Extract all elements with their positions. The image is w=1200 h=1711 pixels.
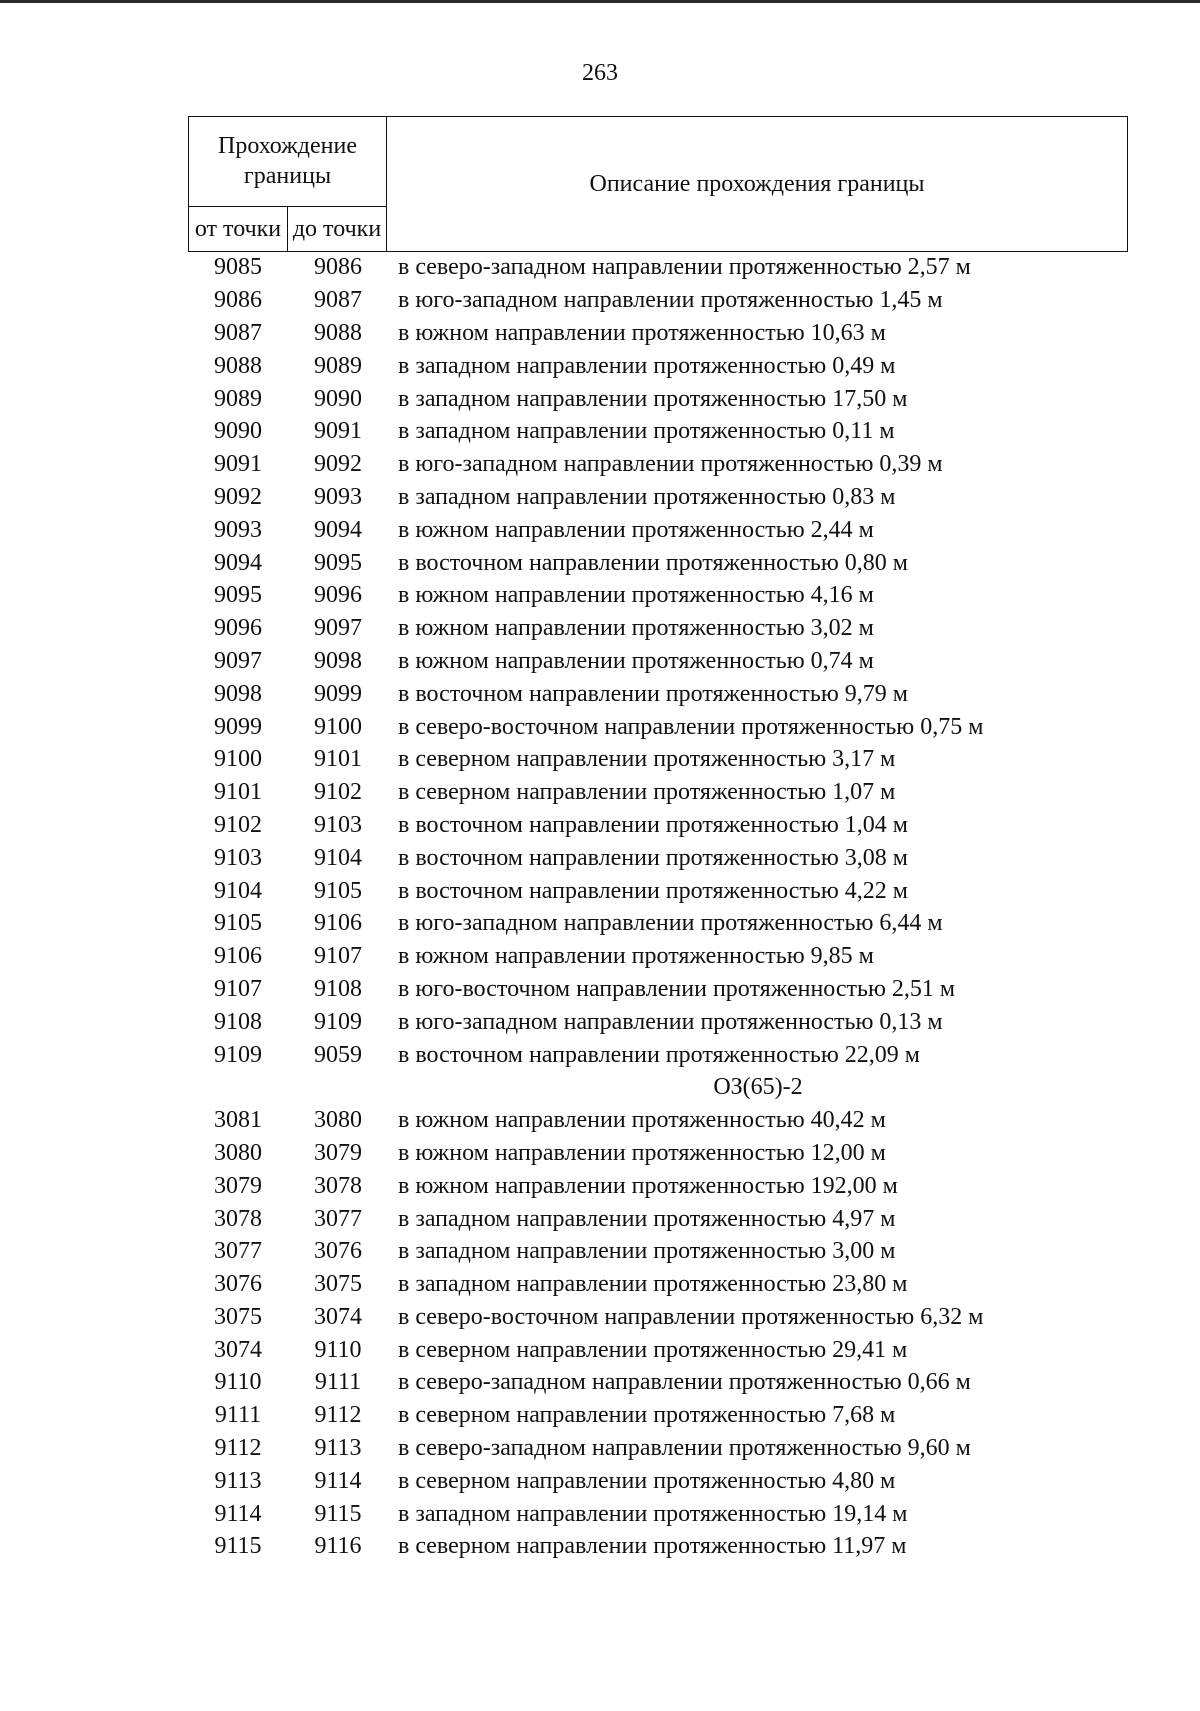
page-number: 263 bbox=[582, 60, 618, 86]
from-point-cell: 9091 bbox=[214, 451, 262, 478]
to-point-cell: 9097 bbox=[314, 615, 362, 642]
from-point-cell: 9087 bbox=[214, 319, 262, 346]
to-point-cell: 9088 bbox=[314, 319, 362, 346]
from-point-cell: 9092 bbox=[214, 483, 262, 510]
to-point-cell: 9109 bbox=[314, 1008, 362, 1035]
table-row bbox=[188, 940, 1128, 973]
from-point-cell: 3075 bbox=[214, 1303, 262, 1330]
description-cell: в южном направлении протяженностью 2,44 м bbox=[398, 516, 874, 543]
to-point-cell: 9113 bbox=[314, 1435, 362, 1462]
table-row bbox=[188, 284, 1128, 317]
description-cell: в южном направлении протяженностью 192,00 м bbox=[398, 1172, 898, 1199]
table-row bbox=[188, 841, 1128, 874]
to-point-cell: 9092 bbox=[314, 451, 362, 478]
table-row bbox=[188, 1137, 1128, 1170]
table-row bbox=[188, 1333, 1128, 1366]
table-row bbox=[188, 973, 1128, 1006]
from-point-cell: 9115 bbox=[214, 1533, 262, 1560]
table-row bbox=[188, 317, 1128, 350]
description-cell: в северном направлении протяженностью 7,68 м bbox=[398, 1402, 896, 1429]
table-row bbox=[188, 1301, 1128, 1334]
description-cell: в западном направлении протяженностью 19,14 м bbox=[398, 1500, 908, 1527]
from-point-cell: 9093 bbox=[214, 516, 262, 543]
header-boundary-passage: Прохождение границы bbox=[189, 117, 387, 207]
from-point-cell: 9110 bbox=[214, 1369, 262, 1396]
description-cell: в юго-западном направлении протяженностью 0,39 м bbox=[398, 451, 943, 478]
to-point-cell: 3074 bbox=[314, 1303, 362, 1330]
table-row bbox=[188, 448, 1128, 481]
description-cell: в северном направлении протяженностью 29,41 м bbox=[398, 1336, 908, 1363]
to-point-cell: 9090 bbox=[314, 385, 362, 412]
table-row bbox=[188, 1005, 1128, 1038]
description-cell: в восточном направлении протяженностью 9,79 м bbox=[398, 680, 908, 707]
to-point-cell: 9115 bbox=[314, 1500, 362, 1527]
to-point-cell: 9099 bbox=[314, 680, 362, 707]
table-row bbox=[188, 809, 1128, 842]
table-row bbox=[188, 1366, 1128, 1399]
from-point-cell: 3079 bbox=[214, 1172, 262, 1199]
from-point-cell: 9103 bbox=[214, 844, 262, 871]
table-row bbox=[188, 513, 1128, 546]
from-point-cell: 9111 bbox=[214, 1402, 262, 1429]
to-point-cell: 9105 bbox=[314, 877, 362, 904]
table-row bbox=[188, 776, 1128, 809]
to-point-cell: 9086 bbox=[314, 254, 362, 281]
description-cell: в южном направлении протяженностью 12,00 м bbox=[398, 1139, 886, 1166]
to-point-cell: 9101 bbox=[314, 746, 362, 773]
to-point-cell: 9116 bbox=[314, 1533, 362, 1560]
header-description: Описание прохождения границы bbox=[387, 117, 1128, 252]
table-row bbox=[188, 546, 1128, 579]
description-cell: в северо-восточном направлении протяженностью 0,75 м bbox=[398, 713, 984, 740]
from-point-cell: 3081 bbox=[214, 1107, 262, 1134]
to-point-cell: 9106 bbox=[314, 910, 362, 937]
from-point-cell: 3080 bbox=[214, 1139, 262, 1166]
table-row bbox=[188, 907, 1128, 940]
to-point-cell: 3076 bbox=[314, 1238, 362, 1265]
to-point-cell: 9091 bbox=[314, 418, 362, 445]
table-row bbox=[188, 1464, 1128, 1497]
from-point-cell: 9090 bbox=[214, 418, 262, 445]
description-cell: в западном направлении протяженностью 0,11 м bbox=[398, 418, 895, 445]
description-cell: в восточном направлении протяженностью 0,80 м bbox=[398, 549, 908, 576]
table-row bbox=[188, 645, 1128, 678]
from-point-cell: 9108 bbox=[214, 1008, 262, 1035]
from-point-cell: 9109 bbox=[214, 1041, 262, 1068]
table-header bbox=[188, 116, 1128, 252]
table-row bbox=[188, 710, 1128, 743]
description-cell: в западном направлении протяженностью 17,50 м bbox=[398, 385, 908, 412]
table-row bbox=[188, 1530, 1128, 1563]
description-cell: в северо-западном направлении протяженностью 9,60 м bbox=[398, 1435, 971, 1462]
from-point-cell: 9085 bbox=[214, 254, 262, 281]
from-point-cell: 9094 bbox=[214, 549, 262, 576]
description-cell: в восточном направлении протяженностью 22,09 м bbox=[398, 1041, 920, 1068]
to-point-cell: 3075 bbox=[314, 1271, 362, 1298]
to-point-cell: 9095 bbox=[314, 549, 362, 576]
to-point-cell: 9110 bbox=[314, 1336, 362, 1363]
from-point-cell: 9106 bbox=[214, 943, 262, 970]
to-point-cell: 9102 bbox=[314, 779, 362, 806]
description-cell: в южном направлении протяженностью 9,85 м bbox=[398, 943, 874, 970]
description-cell: в восточном направлении протяженностью 1,04 м bbox=[398, 811, 908, 838]
description-cell: в южном направлении протяженностью 4,16 м bbox=[398, 582, 874, 609]
from-point-cell: 3077 bbox=[214, 1238, 262, 1265]
to-point-cell: 9096 bbox=[314, 582, 362, 609]
from-point-cell: 9113 bbox=[214, 1467, 262, 1494]
table-row bbox=[188, 1038, 1128, 1071]
to-point-cell: 3080 bbox=[314, 1107, 362, 1134]
to-point-cell: 9104 bbox=[314, 844, 362, 871]
description-cell: в северном направлении протяженностью 3,17 м bbox=[398, 746, 896, 773]
description-cell: в северо-западном направлении протяженностью 0,66 м bbox=[398, 1369, 971, 1396]
table-row bbox=[188, 874, 1128, 907]
description-cell: в юго-западном направлении протяженностью 0,13 м bbox=[398, 1008, 943, 1035]
table-row bbox=[188, 743, 1128, 776]
table-row bbox=[188, 612, 1128, 645]
to-point-cell: 9114 bbox=[314, 1467, 362, 1494]
description-cell: в западном направлении протяженностью 0,83 м bbox=[398, 483, 896, 510]
from-point-cell: 9102 bbox=[214, 811, 262, 838]
description-cell: в северном направлении протяженностью 4,80 м bbox=[398, 1467, 896, 1494]
from-point-cell: 3078 bbox=[214, 1205, 262, 1232]
section-row bbox=[188, 1071, 1128, 1104]
from-point-cell: 3074 bbox=[214, 1336, 262, 1363]
description-cell: в юго-западном направлении протяженностью 6,44 м bbox=[398, 910, 943, 937]
from-point-cell: 9096 bbox=[214, 615, 262, 642]
to-point-cell: 3077 bbox=[314, 1205, 362, 1232]
description-cell: в северо-восточном направлении протяженностью 6,32 м bbox=[398, 1303, 984, 1330]
section-title: ОЗ(65)-2 bbox=[713, 1074, 803, 1101]
table-row bbox=[188, 677, 1128, 710]
to-point-cell: 9098 bbox=[314, 647, 362, 674]
description-cell: в западном направлении протяженностью 4,97 м bbox=[398, 1205, 896, 1232]
from-point-cell: 9101 bbox=[214, 779, 262, 806]
from-point-cell: 9107 bbox=[214, 975, 262, 1002]
to-point-cell: 9100 bbox=[314, 713, 362, 740]
to-point-cell: 9111 bbox=[314, 1369, 362, 1396]
from-point-cell: 9104 bbox=[214, 877, 262, 904]
table-body bbox=[188, 251, 1128, 1563]
to-point-cell: 9089 bbox=[314, 352, 362, 379]
description-cell: в юго-восточном направлении протяженностью 2,51 м bbox=[398, 975, 956, 1002]
from-point-cell: 9097 bbox=[214, 647, 262, 674]
table-row bbox=[188, 1497, 1128, 1530]
description-cell: в южном направлении протяженностью 10,63 м bbox=[398, 319, 886, 346]
to-point-cell: 3079 bbox=[314, 1139, 362, 1166]
to-point-cell: 9112 bbox=[314, 1402, 362, 1429]
table-row bbox=[188, 1432, 1128, 1465]
description-cell: в южном направлении протяженностью 0,74 м bbox=[398, 647, 874, 674]
from-point-cell: 9088 bbox=[214, 352, 262, 379]
description-cell: в восточном направлении протяженностью 4,22 м bbox=[398, 877, 908, 904]
table-row bbox=[188, 1104, 1128, 1137]
to-point-cell: 9059 bbox=[314, 1041, 362, 1068]
description-cell: в южном направлении протяженностью 3,02 м bbox=[398, 615, 874, 642]
to-point-cell: 9087 bbox=[314, 287, 362, 314]
from-point-cell: 9099 bbox=[214, 713, 262, 740]
header-from-point: от точки bbox=[189, 206, 288, 252]
table-row bbox=[188, 415, 1128, 448]
description-cell: в северо-западном направлении протяженностью 2,57 м bbox=[398, 254, 971, 281]
description-cell: в западном направлении протяженностью 0,49 м bbox=[398, 352, 896, 379]
from-point-cell: 9089 bbox=[214, 385, 262, 412]
table-row bbox=[188, 1235, 1128, 1268]
to-point-cell: 9093 bbox=[314, 483, 362, 510]
to-point-cell: 9103 bbox=[314, 811, 362, 838]
to-point-cell: 3078 bbox=[314, 1172, 362, 1199]
to-point-cell: 9107 bbox=[314, 943, 362, 970]
table-row bbox=[188, 251, 1128, 284]
table-row bbox=[188, 1169, 1128, 1202]
description-cell: в северном направлении протяженностью 11,97 м bbox=[398, 1533, 907, 1560]
page-top-edge bbox=[0, 0, 1200, 3]
table-row bbox=[188, 1268, 1128, 1301]
from-point-cell: 9105 bbox=[214, 910, 262, 937]
table-row bbox=[188, 349, 1128, 382]
from-point-cell: 9095 bbox=[214, 582, 262, 609]
header-to-point: до точки bbox=[288, 206, 387, 252]
from-point-cell: 3076 bbox=[214, 1271, 262, 1298]
from-point-cell: 9112 bbox=[214, 1435, 262, 1462]
description-cell: в юго-западном направлении протяженностью 1,45 м bbox=[398, 287, 943, 314]
from-point-cell: 9098 bbox=[214, 680, 262, 707]
description-cell: в западном направлении протяженностью 23,80 м bbox=[398, 1271, 908, 1298]
from-point-cell: 9100 bbox=[214, 746, 262, 773]
table-row bbox=[188, 481, 1128, 514]
table-row bbox=[188, 1399, 1128, 1432]
to-point-cell: 9108 bbox=[314, 975, 362, 1002]
table-row bbox=[188, 579, 1128, 612]
from-point-cell: 9086 bbox=[214, 287, 262, 314]
description-cell: в западном направлении протяженностью 3,00 м bbox=[398, 1238, 896, 1265]
description-cell: в южном направлении протяженностью 40,42 м bbox=[398, 1107, 886, 1134]
from-point-cell: 9114 bbox=[214, 1500, 262, 1527]
description-cell: в северном направлении протяженностью 1,07 м bbox=[398, 779, 896, 806]
description-cell: в восточном направлении протяженностью 3,08 м bbox=[398, 844, 908, 871]
table-row bbox=[188, 382, 1128, 415]
table-row bbox=[188, 1202, 1128, 1235]
to-point-cell: 9094 bbox=[314, 516, 362, 543]
